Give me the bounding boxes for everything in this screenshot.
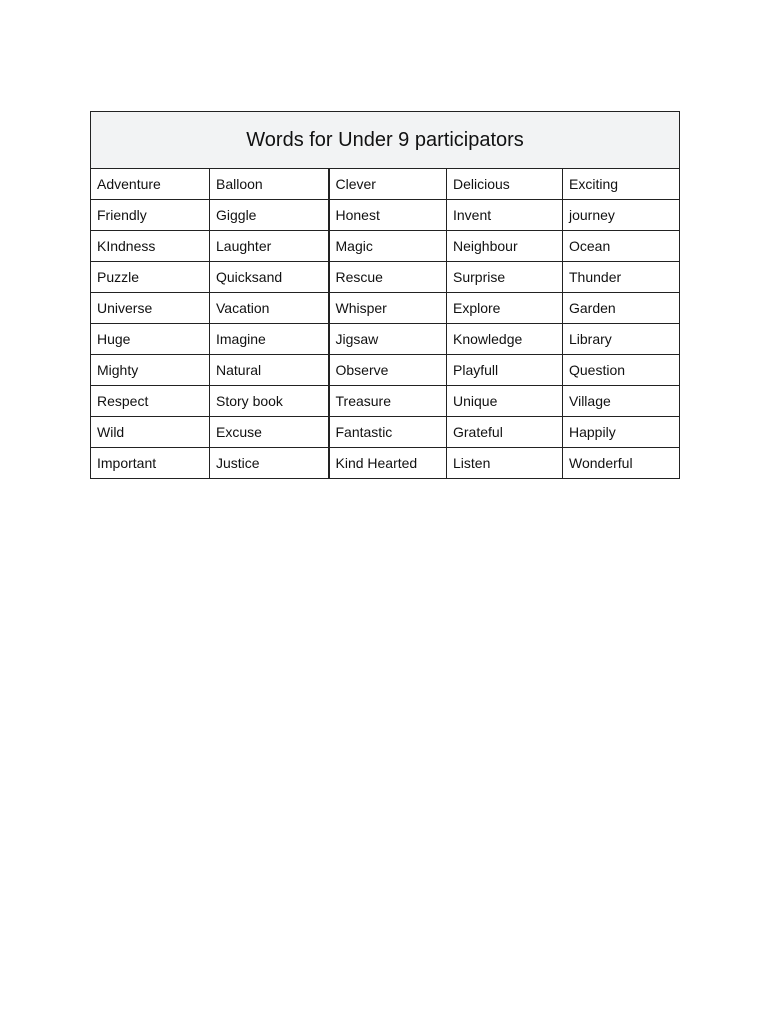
word-cell: Ocean bbox=[563, 231, 680, 262]
word-cell: Giggle bbox=[210, 200, 329, 231]
table-row bbox=[91, 231, 680, 262]
word-cell: Rescue bbox=[329, 262, 447, 293]
word-cell: Vacation bbox=[210, 293, 329, 324]
word-cell: Knowledge bbox=[447, 324, 563, 355]
word-cell: Garden bbox=[563, 293, 680, 324]
word-cell: Invent bbox=[447, 200, 563, 231]
word-cell: Unique bbox=[447, 386, 563, 417]
table-row bbox=[91, 386, 680, 417]
word-cell: Question bbox=[563, 355, 680, 386]
word-cell: Library bbox=[563, 324, 680, 355]
word-cell: Important bbox=[91, 448, 210, 479]
word-cell: Kind Hearted bbox=[329, 448, 447, 479]
word-cell: Honest bbox=[329, 200, 447, 231]
table-row bbox=[91, 262, 680, 293]
word-cell: Balloon bbox=[210, 169, 329, 200]
table-row bbox=[91, 324, 680, 355]
word-cell: Happily bbox=[563, 417, 680, 448]
word-cell: Thunder bbox=[563, 262, 680, 293]
word-cell: Friendly bbox=[91, 200, 210, 231]
word-cell: Grateful bbox=[447, 417, 563, 448]
table-title: Words for Under 9 participators bbox=[91, 112, 680, 169]
word-cell: Adventure bbox=[91, 169, 210, 200]
word-cell: KIndness bbox=[91, 231, 210, 262]
table-body bbox=[91, 169, 680, 479]
word-cell: Huge bbox=[91, 324, 210, 355]
word-cell: Imagine bbox=[210, 324, 329, 355]
word-cell: Wonderful bbox=[563, 448, 680, 479]
word-cell: Laughter bbox=[210, 231, 329, 262]
word-table bbox=[90, 111, 680, 479]
word-cell: Universe bbox=[91, 293, 210, 324]
word-cell: Exciting bbox=[563, 169, 680, 200]
word-cell: Mighty bbox=[91, 355, 210, 386]
word-cell: Neighbour bbox=[447, 231, 563, 262]
word-cell: Justice bbox=[210, 448, 329, 479]
word-cell: Magic bbox=[329, 231, 447, 262]
table-row bbox=[91, 417, 680, 448]
word-cell: Natural bbox=[210, 355, 329, 386]
word-cell: Explore bbox=[447, 293, 563, 324]
word-cell: Playfull bbox=[447, 355, 563, 386]
word-cell: Quicksand bbox=[210, 262, 329, 293]
word-cell: Wild bbox=[91, 417, 210, 448]
table-row bbox=[91, 293, 680, 324]
word-cell: Surprise bbox=[447, 262, 563, 293]
table-row bbox=[91, 448, 680, 479]
word-cell: Village bbox=[563, 386, 680, 417]
word-cell: Observe bbox=[329, 355, 447, 386]
word-cell: Listen bbox=[447, 448, 563, 479]
table-row bbox=[91, 169, 680, 200]
table-title-row bbox=[91, 112, 680, 169]
word-cell: Treasure bbox=[329, 386, 447, 417]
word-cell: Story book bbox=[210, 386, 329, 417]
word-cell: Clever bbox=[329, 169, 447, 200]
word-cell: Jigsaw bbox=[329, 324, 447, 355]
word-cell: journey bbox=[563, 200, 680, 231]
word-cell: Excuse bbox=[210, 417, 329, 448]
table-row bbox=[91, 200, 680, 231]
word-cell: Respect bbox=[91, 386, 210, 417]
word-cell: Puzzle bbox=[91, 262, 210, 293]
word-cell: Fantastic bbox=[329, 417, 447, 448]
word-cell: Delicious bbox=[447, 169, 563, 200]
word-cell: Whisper bbox=[329, 293, 447, 324]
table-row bbox=[91, 355, 680, 386]
